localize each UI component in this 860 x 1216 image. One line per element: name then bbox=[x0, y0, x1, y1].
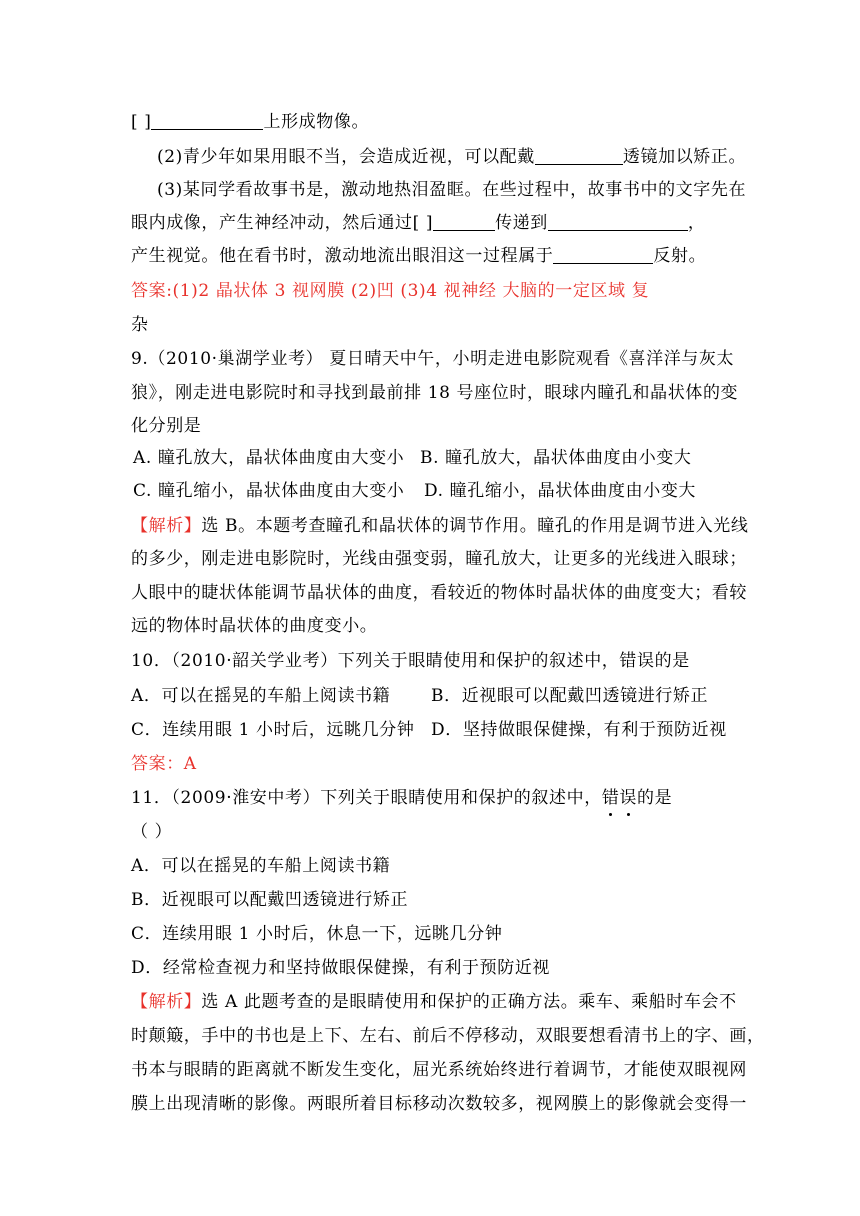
answer-blank bbox=[553, 246, 653, 264]
q11-analysis-line-3: 书本与眼睛的距离就不断发生变化，屈光系统始终进行着调节，才能使双眼视网 bbox=[131, 1060, 747, 1080]
q8-line-4 bbox=[131, 211, 706, 235]
q10-answer: 答案：A bbox=[131, 754, 197, 774]
q10-option-c: C．连续用眼 1 小时后，远眺几分钟 bbox=[131, 720, 415, 740]
q9-analysis-line-1 bbox=[131, 514, 749, 538]
q11-stem-text-b: 的是 bbox=[637, 788, 673, 808]
q10-stem: 10．（2010·韶关学业考）下列关于眼睛使用和保护的叙述中，错误的是 bbox=[131, 651, 690, 671]
q11-option-c: C．连续用眼 1 小时后，休息一下，远眺几分钟 bbox=[131, 924, 503, 944]
q9-stem-line-3: 化分别是 bbox=[131, 416, 202, 436]
q11-emphasis-char-1: 错 bbox=[601, 788, 620, 808]
q9-analysis-line-2: 的多少，刚走进电影院时，光线由强变弱，瞳孔放大，让更多的光线进入眼球； bbox=[131, 549, 747, 569]
q11-stem-text-a: 11．（2009·淮安中考）下列关于眼睛使用和保护的叙述中， bbox=[131, 788, 602, 808]
q11-option-b: B．近视眼可以配戴凹透镜进行矫正 bbox=[131, 890, 409, 910]
q8-line-3: (3)某同学看故事书是，激动地热泪盈眶。在些过程中，故事书中的文字先在 bbox=[157, 180, 747, 200]
q8-bracket: [ ] bbox=[131, 112, 152, 132]
answer-blank bbox=[433, 213, 495, 231]
q8-line-5-text-a: 产生视觉。他在看书时，激动地流出眼泪这一过程属于 bbox=[131, 246, 554, 266]
q10-option-b: B．近视眼可以配戴凹透镜进行矫正 bbox=[431, 686, 709, 706]
q8-answer-text: (1)2 晶状体 3 视网膜 (2)凹 (3)4 视神经 大脑的一定区域 复 bbox=[172, 281, 650, 301]
q8-line-2-text-b: 透镜加以矫正。 bbox=[622, 147, 747, 167]
q9-option-a: A. 瞳孔放大，晶状体曲度由大变小 bbox=[133, 448, 405, 468]
q11-analysis-text: 选 A 此题考查的是眼睛使用和保护的正确方法。乘车、乘船时车会不 bbox=[201, 992, 737, 1012]
q11-stem bbox=[131, 786, 672, 810]
q11-analysis-line-4: 膜上出现清晰的影像。两眼所着目标移动次数较多，视网膜上的影像就会变得一 bbox=[131, 1094, 747, 1114]
q8-line-4-text-c: ， bbox=[687, 213, 706, 233]
analysis-label: 【解析】 bbox=[131, 516, 202, 536]
q8-line-1-text: 上形成物像。 bbox=[263, 112, 370, 132]
q8-answer-line-1 bbox=[131, 279, 649, 303]
q9-stem-line-2: 狼》，刚走进电影院时和寻找到最前排 18 号座位时，眼球内瞳孔和晶状体的变 bbox=[131, 383, 739, 403]
q9-analysis-line-3: 人眼中的睫状体能调节晶状体的曲度，看较近的物体时晶状体的曲度变大；看较 bbox=[131, 583, 747, 603]
analysis-label: 【解析】 bbox=[131, 992, 202, 1012]
q10-option-a: A．可以在摇晃的车船上阅读书籍 bbox=[131, 686, 391, 706]
q8-line-2 bbox=[157, 145, 746, 169]
q8-line-4-text-a: 眼内成像，产生神经冲动，然后通过[ ] bbox=[131, 213, 434, 233]
q11-analysis-line-2: 时颠簸，手中的书也是上下、左右、前后不停移动，双眼要想看清书上的字、画， bbox=[131, 1026, 765, 1046]
answer-blank bbox=[151, 112, 263, 130]
q11-analysis-line-1 bbox=[131, 990, 737, 1014]
q11-emphasis-char-2: 误 bbox=[619, 788, 638, 808]
q8-line-5-text-b: 反射。 bbox=[653, 246, 707, 266]
q8-line-1 bbox=[131, 110, 369, 134]
q10-option-d: D．坚持做眼保健操，有利于预防近视 bbox=[431, 720, 727, 740]
q9-stem-line-1: 9.（2010·巢湖学业考） 夏日晴天中午，小明走进电影院观看《喜洋洋与灰太 bbox=[131, 349, 735, 369]
q8-line-4-text-b: 传递到 bbox=[495, 213, 548, 233]
q9-option-b: B. 瞳孔放大，晶状体曲度由小变大 bbox=[420, 448, 692, 468]
q8-line-2-text-a: (2)青少年如果用眼不当，会造成近视，可以配戴 bbox=[157, 147, 535, 167]
q8-line-5 bbox=[131, 244, 706, 268]
q9-option-c: C. 瞳孔缩小，晶状体曲度由大变小 bbox=[133, 481, 405, 501]
answer-label: 答案: bbox=[131, 281, 173, 301]
q8-answer-line-2: 杂 bbox=[131, 315, 149, 335]
q11-option-a: A．可以在摇晃的车船上阅读书籍 bbox=[131, 856, 391, 876]
q9-analysis-text: 选 B。本题考查瞳孔和晶状体的调节作用。瞳孔的作用是调节进入光线 bbox=[201, 516, 749, 536]
answer-blank bbox=[548, 213, 688, 231]
q9-analysis-line-4: 远的物体时晶状体的曲度变小。 bbox=[131, 616, 378, 636]
q11-option-d: D．经常检查视力和坚持做眼保健操，有利于预防近视 bbox=[131, 958, 551, 978]
q9-option-d: D. 瞳孔缩小，晶状体曲度由小变大 bbox=[424, 481, 697, 501]
answer-blank bbox=[535, 147, 623, 165]
q11-answer-paren: （ ） bbox=[131, 822, 173, 842]
